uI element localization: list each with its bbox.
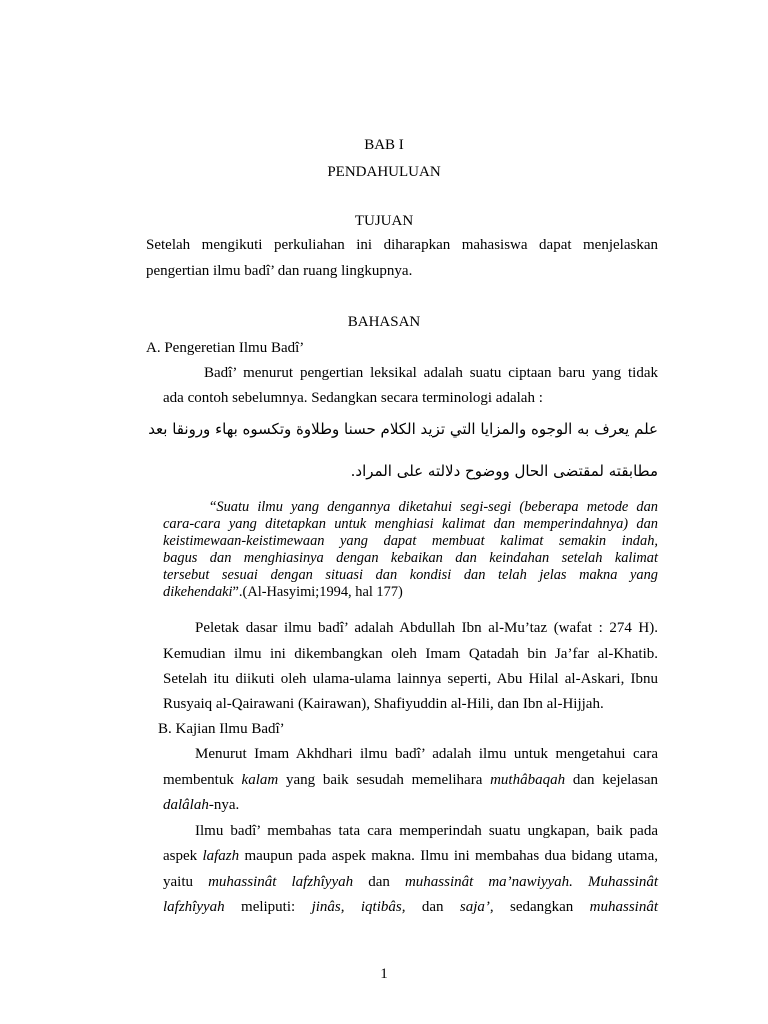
chapter-number: BAB I <box>364 137 404 153</box>
italic-term: lafazh <box>202 848 240 864</box>
quote-line: Suatu ilmu yang dengannya diketahui segi-segi (beberapa metode dan <box>216 499 658 515</box>
paragraph-line: Menurut Imam Akhdhari ilmu badî’ adalah ilmu untuk mengetahui cara <box>195 746 658 762</box>
italic-term: muthâbaqah <box>490 772 566 788</box>
quote-line: keistimewaan-keistimewaan yang dapat membuat kalimat semakin indah, <box>163 533 658 549</box>
paragraph-line: Rusyaiq al-Qairawani (Kairawan), Shafiyuddin al-Hili, dan Ibn al-Hijjah. <box>163 696 604 712</box>
citation: (Al-Hasyimi;1994, hal 177) <box>242 584 403 600</box>
quote-line: bagus dan menghiasinya dengan kebaikan dan keindahan setelah kalimat <box>163 550 658 566</box>
italic-term: jinâs, iqtibâs, <box>311 899 406 915</box>
italic-term: saja’ <box>459 899 490 915</box>
paragraph-line: Peletak dasar ilmu badî’ adalah Abdullah Ibn al-Mu’taz (wafat : 274 H). <box>195 620 658 636</box>
paragraph-line: Badî’ menurut pengertian leksikal adalah suatu ciptaan baru yang tidak <box>204 365 658 381</box>
paragraph-line: Ilmu badî’ membahas tata cara memperindah suatu ungkapan, baik pada <box>195 823 658 839</box>
italic-term: lafzhîyyah <box>163 899 225 915</box>
objective-text-line: pengertian ilmu badî’ dan ruang lingkupnya. <box>146 263 413 279</box>
quote-line: cara-cara yang ditetapkan untuk menghiasi kalimat dan memperindahnya) dan <box>163 516 658 532</box>
quote-line: dikehendaki <box>163 584 233 600</box>
paragraph-line: Kemudian ilmu ini dikembangkan oleh Imam Qatadah bin Ja’far al-Khatib. <box>163 646 658 662</box>
paragraph-line: aspek lafazh maupun pada aspek makna. Ilmu ini membahas dua bidang utama, <box>163 848 658 864</box>
arabic-definition-line: مطابقته لمقتضى الحال ووضوح دلالته على المراد. <box>350 462 658 480</box>
chapter-title: PENDAHULUAN <box>327 164 441 180</box>
arabic-definition-line: علم يعرف به الوجوه والمزايا التي تزيد الكلام حسنا وطلاوة وتكسوه بهاء ورونقا بعد <box>148 420 658 438</box>
paragraph-line: ada contoh sebelumnya. Sedangkan secara terminologi adalah : <box>163 390 543 406</box>
quote-close-mark: ”. <box>232 584 243 600</box>
paragraph-line: lafzhîyyah meliputi: jinâs, iqtibâs, dan saja’, sedangkan muhassinât <box>163 899 659 915</box>
section-a-title: A. Pengeretian Ilmu Badî’ <box>146 340 305 356</box>
italic-term: muhassinât lafzhîyyah <box>208 874 354 890</box>
discussion-heading: BAHASAN <box>347 314 421 330</box>
quote-open-mark: “ <box>210 499 217 515</box>
italic-term: dalâlah <box>163 797 209 813</box>
paragraph-line: dalâlah-nya. <box>163 797 240 813</box>
italic-term: muhassinât <box>589 899 659 915</box>
paragraph-line: yaitu muhassinât lafzhîyyah dan muhassinât ma’nawiyyah. Muhassinât <box>163 874 658 890</box>
quote-line: tersebut sesuai dengan situasi dan kondisi dan telah jelas makna yang <box>163 567 658 583</box>
italic-term: muhassinât ma’nawiyyah. Muhassinât <box>404 874 658 890</box>
section-b-title: B. Kajian Ilmu Badî’ <box>158 721 285 737</box>
paragraph-line: Setelah itu diikuti oleh ulama-ulama lainnya seperti, Abu Hilal al-Askari, Ibnu <box>163 671 658 687</box>
paragraph-line: membentuk kalam yang baik sesudah memelihara muthâbaqah dan kejelasan <box>163 772 658 788</box>
page-number: 1 <box>380 966 388 982</box>
objective-heading: TUJUAN <box>354 213 414 229</box>
objective-text-line: Setelah mengikuti perkuliahan ini diharapkan mahasiswa dapat menjelaskan <box>146 237 658 253</box>
italic-term: kalam <box>241 772 279 788</box>
